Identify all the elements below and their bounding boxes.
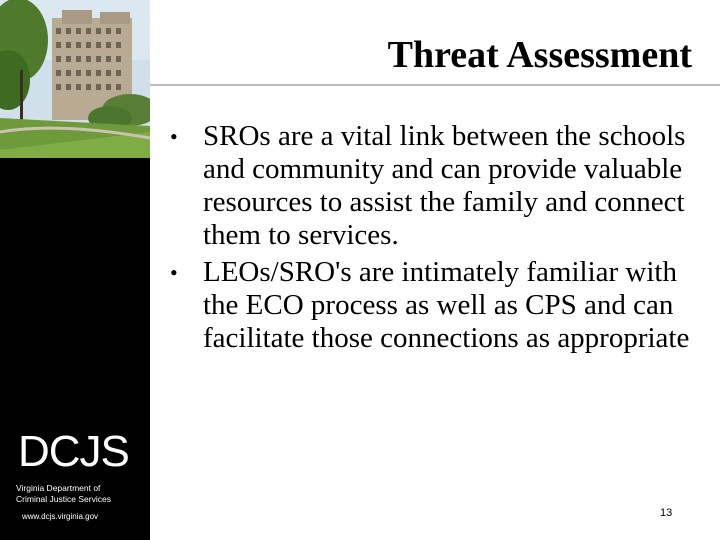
- dcjs-logo-text: DCJS: [18, 427, 129, 476]
- bullet-icon: •: [170, 260, 178, 285]
- sidebar: [0, 0, 150, 540]
- bullet-item: [170, 256, 710, 355]
- bullet-list: [170, 120, 710, 359]
- title-divider: [150, 84, 720, 86]
- slide-title: Threat Assessment: [387, 34, 692, 76]
- page-number: 13: [660, 507, 673, 519]
- bullet-text: SROs are a vital link between the schools and community and can provide valuable resources to assist the family and connect them to services.: [203, 120, 686, 251]
- building-photo: [0, 0, 150, 158]
- bullet-text: LEOs/SRO's are intimately familiar with the ECO process as well as CPS and can facilitate those connections as appropriate: [203, 256, 690, 354]
- dcjs-logo: [18, 428, 134, 476]
- bullet-item: [170, 120, 710, 252]
- org-name-line2: Criminal Justice Services: [16, 494, 111, 504]
- org-name: [16, 483, 136, 505]
- org-url-link[interactable]: www.dcjs.virginia.gov: [22, 512, 99, 521]
- org-name-line1: Virginia Department of: [16, 483, 101, 493]
- bullet-icon: •: [170, 124, 178, 149]
